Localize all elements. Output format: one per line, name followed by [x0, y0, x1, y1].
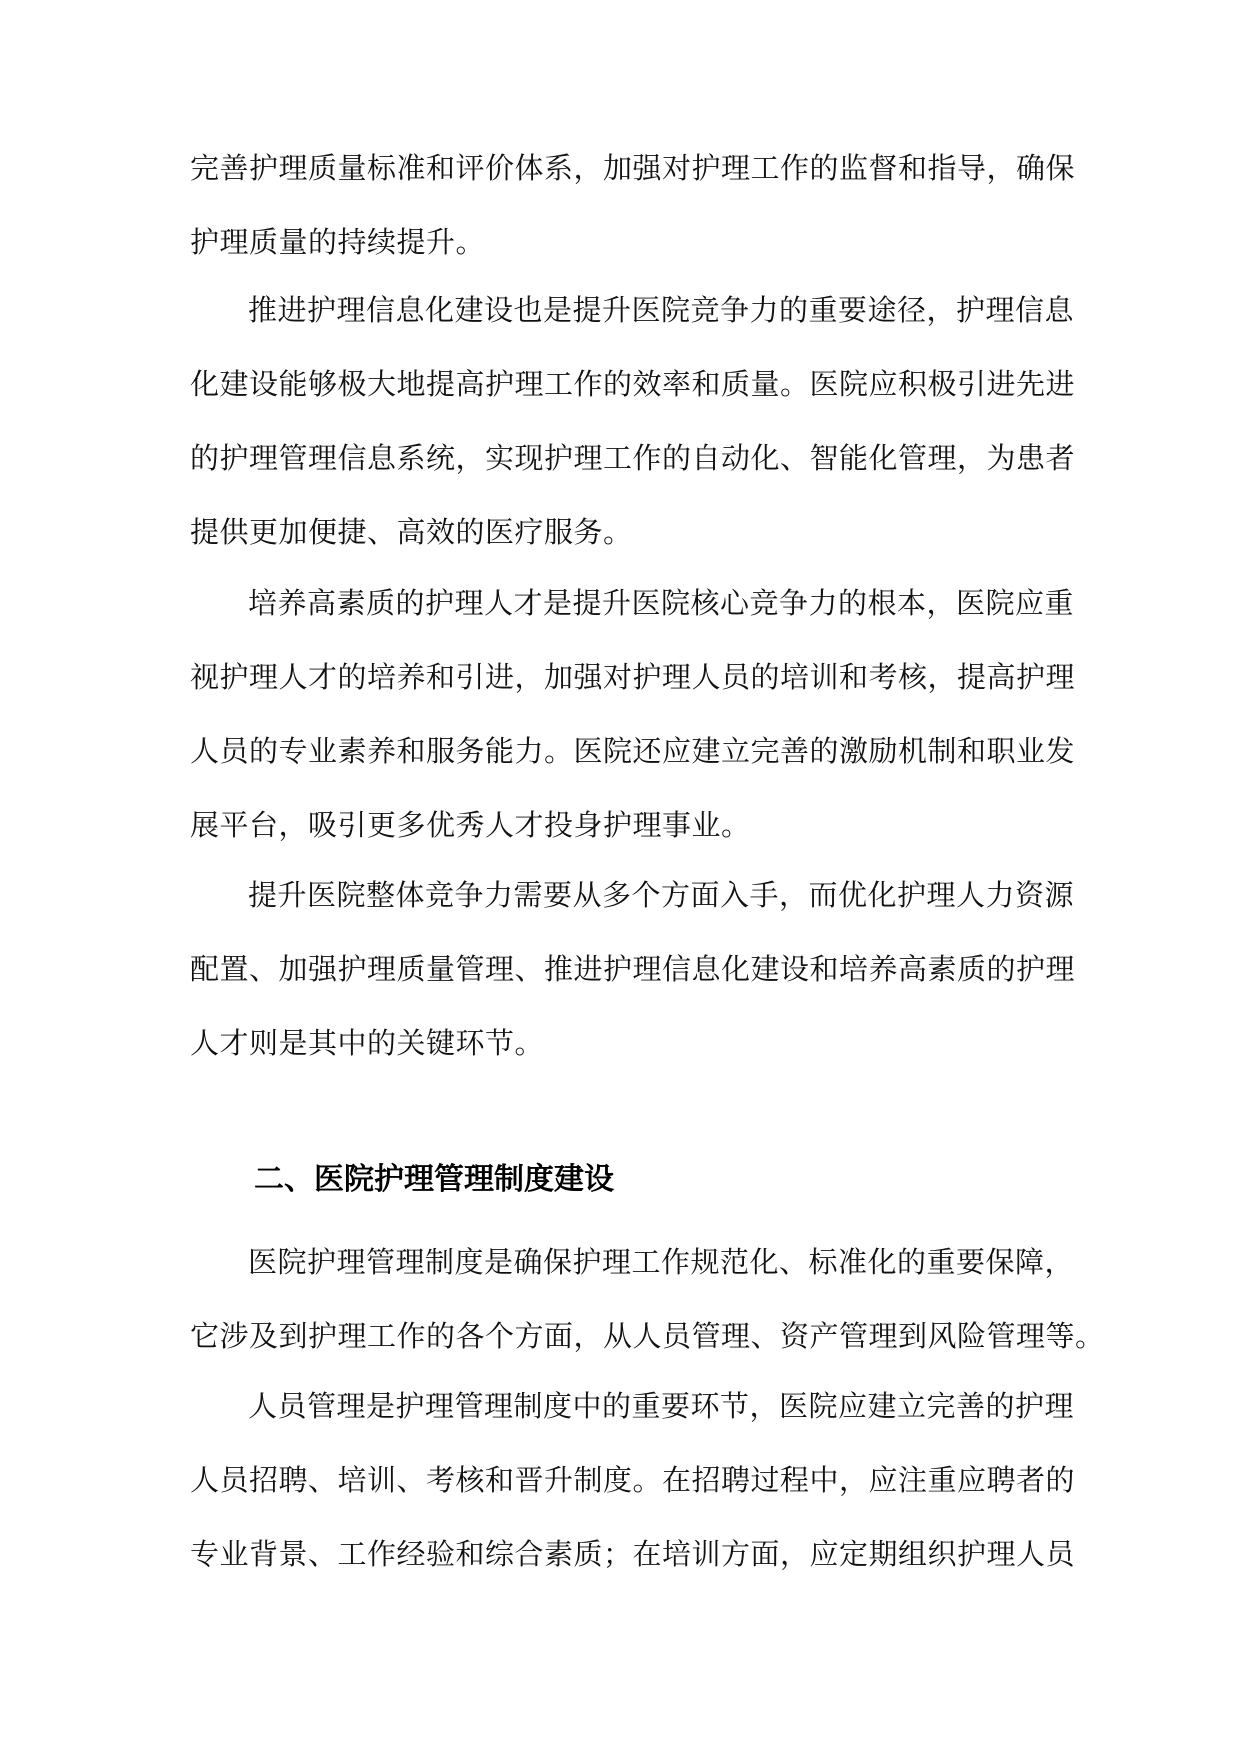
text-line: 培养高素质的护理人才是提升医院核心竞争力的根本，医院应重	[248, 586, 1075, 620]
text-line: 推进护理信息化建设也是提升医院竞争力的重要途径，护理信息	[248, 293, 1075, 327]
text-line: 医院护理管理制度是确保护理工作规范化、标准化的重要保障，	[248, 1245, 1075, 1279]
paragraph	[190, 858, 1076, 1080]
paragraph	[190, 566, 1076, 862]
text-line: 提供更加便捷、高效的医疗服务。	[190, 515, 633, 549]
text-line: 完善护理质量标准和评价体系，加强对护理工作的监督和指导，确保	[190, 151, 1076, 185]
text-line: 的护理管理信息系统，实现护理工作的自动化、智能化管理，为患者	[190, 441, 1076, 475]
paragraph	[190, 131, 1076, 279]
text-line: 专业背景、工作经验和综合素质；在培训方面，应定期组织护理人员	[190, 1537, 1076, 1571]
text-line: 配置、加强护理质量管理、推进护理信息化建设和培养高素质的护理	[190, 952, 1076, 986]
paragraph	[190, 1369, 1076, 1591]
text-line: 人员管理是护理管理制度中的重要环节，医院应建立完善的护理	[248, 1389, 1075, 1423]
text-line: 人员招聘、培训、考核和晋升制度。在招聘过程中，应注重应聘者的	[190, 1463, 1076, 1497]
section-heading: 二、医院护理管理制度建设	[254, 1162, 614, 1197]
text-line: 它涉及到护理工作的各个方面，从人员管理、资产管理到风险管理等。	[190, 1319, 1105, 1353]
text-line: 视护理人才的培养和引进，加强对护理人员的培训和考核，提高护理	[190, 660, 1076, 694]
text-line: 提升医院整体竞争力需要从多个方面入手，而优化护理人力资源	[248, 878, 1075, 912]
text-line: 展平台，吸引更多优秀人才投身护理事业。	[190, 808, 751, 842]
paragraph	[190, 273, 1076, 569]
paragraph	[190, 1225, 1105, 1373]
text-line: 化建设能够极大地提高护理工作的效率和质量。医院应积极引进先进	[190, 367, 1076, 401]
text-line: 人才则是其中的关键环节。	[190, 1026, 545, 1060]
text-line: 护理质量的持续提升。	[190, 225, 486, 259]
text-line: 人员的专业素养和服务能力。医院还应建立完善的激励机制和职业发	[190, 734, 1076, 768]
